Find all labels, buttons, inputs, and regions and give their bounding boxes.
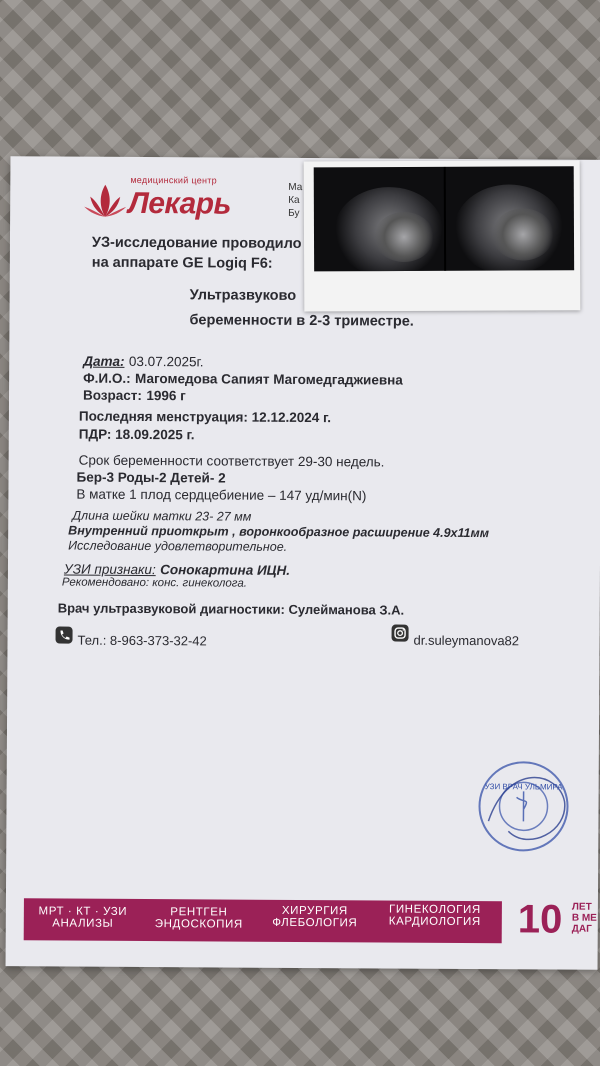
exam-line-2: на аппарате GE Logiq F6: xyxy=(91,254,273,272)
ultrasound-scan-image xyxy=(314,166,574,271)
header-fragment-3: Бу xyxy=(288,207,300,219)
doctor-line: Врач ультразвуковой диагностики: Сулейманова З.А. xyxy=(57,600,405,618)
footer-col3-line2: ФЛЕБОЛОГИЯ xyxy=(272,916,358,930)
document-sheet xyxy=(6,156,600,970)
phone-icon xyxy=(56,626,73,643)
lotus-logo-icon xyxy=(82,179,128,225)
header-fragment-2: Ка xyxy=(288,194,300,206)
footer-services-band xyxy=(24,898,502,943)
name-value: Магомедова Сапият Магомедгаджиевна xyxy=(135,370,403,388)
exam-title-2: беременности в 2-3 триместре. xyxy=(189,312,414,330)
anniversary-text xyxy=(572,902,597,935)
ultrasound-photo xyxy=(304,160,581,311)
anniversary-number: 10 xyxy=(517,897,563,942)
footer-col4-line1: ГИНЕКОЛОГИЯ xyxy=(388,903,481,917)
footer-col1-line1: МРТ · КТ · УЗИ xyxy=(38,905,128,918)
instagram-handle: dr.suleymanova82 xyxy=(413,632,520,649)
footer-col4-line2: КАРДИОЛОГИЯ xyxy=(388,915,481,929)
date-label: Дата: xyxy=(83,353,125,369)
signs-label: УЗИ признаки: xyxy=(63,561,156,578)
logo-tagline: медицинский центр xyxy=(130,174,218,186)
patient-date-row xyxy=(83,353,203,372)
signs-value: Сонокартина ИЦН. xyxy=(160,562,291,578)
footer-col3-line1: ХИРУРГИЯ xyxy=(281,904,348,918)
footer-col2-line2: ЭНДОСКОПИЯ xyxy=(154,918,243,931)
anniv-line3: ДАГ xyxy=(571,923,592,935)
age-label: Возраст: xyxy=(82,387,142,404)
header-fragment-1: Ма xyxy=(288,181,303,193)
exam-line-1: УЗ-исследование проводило xyxy=(91,234,302,252)
phone-text: Тел.: 8-963-373-32-42 xyxy=(77,632,207,649)
age-value: 1996 г xyxy=(146,388,186,404)
heartbeat-line: В матке 1 плод сердцебиение – 147 уд/мин(N) xyxy=(76,486,367,504)
clinic-logo xyxy=(82,169,231,230)
exam-title-1: Ультразвуково xyxy=(189,287,297,304)
anniv-line2: В МЕ xyxy=(571,912,597,924)
footer-col2-line1: РЕНТГЕН xyxy=(170,906,228,919)
logo-name: Лекарь xyxy=(128,186,231,221)
footer-col1-line2: АНАЛИЗЫ xyxy=(52,917,114,930)
footer-col-4 xyxy=(370,903,500,928)
internal-os-line: Внутренний приоткрыт , воронкообразное расширение 4.9х11мм xyxy=(68,523,490,541)
recommended-line: Рекомендовано: конс. гинеколога. xyxy=(61,576,247,590)
history-line: Бер-3 Роды-2 Детей- 2 xyxy=(76,469,226,486)
cervix-length-line: Длина шейки матки 23- 27 мм xyxy=(72,508,252,524)
lmp-line: Последняя менструация: 12.12.2024 г. xyxy=(78,408,332,426)
stamp-text: УЗИ ВРАЧ УЛЬМИРА xyxy=(484,782,563,792)
anniv-line1: ЛЕТ xyxy=(571,901,592,913)
patient-age-row xyxy=(83,387,186,406)
date-value: 03.07.2025г. xyxy=(128,353,204,370)
instagram-icon xyxy=(392,625,409,642)
due-date-line: ПДР: 18.09.2025 г. xyxy=(78,426,195,443)
footer-col-1 xyxy=(24,905,142,930)
footer-col-2 xyxy=(140,906,258,931)
satisfactory-line: Исследование удовлетворительное. xyxy=(68,538,288,554)
doctor-stamp xyxy=(468,751,579,862)
term-line: Срок беременности соответствует 29-30 недель. xyxy=(78,452,385,470)
footer-col-3 xyxy=(256,905,374,930)
name-label: Ф.И.О.: xyxy=(83,370,131,386)
